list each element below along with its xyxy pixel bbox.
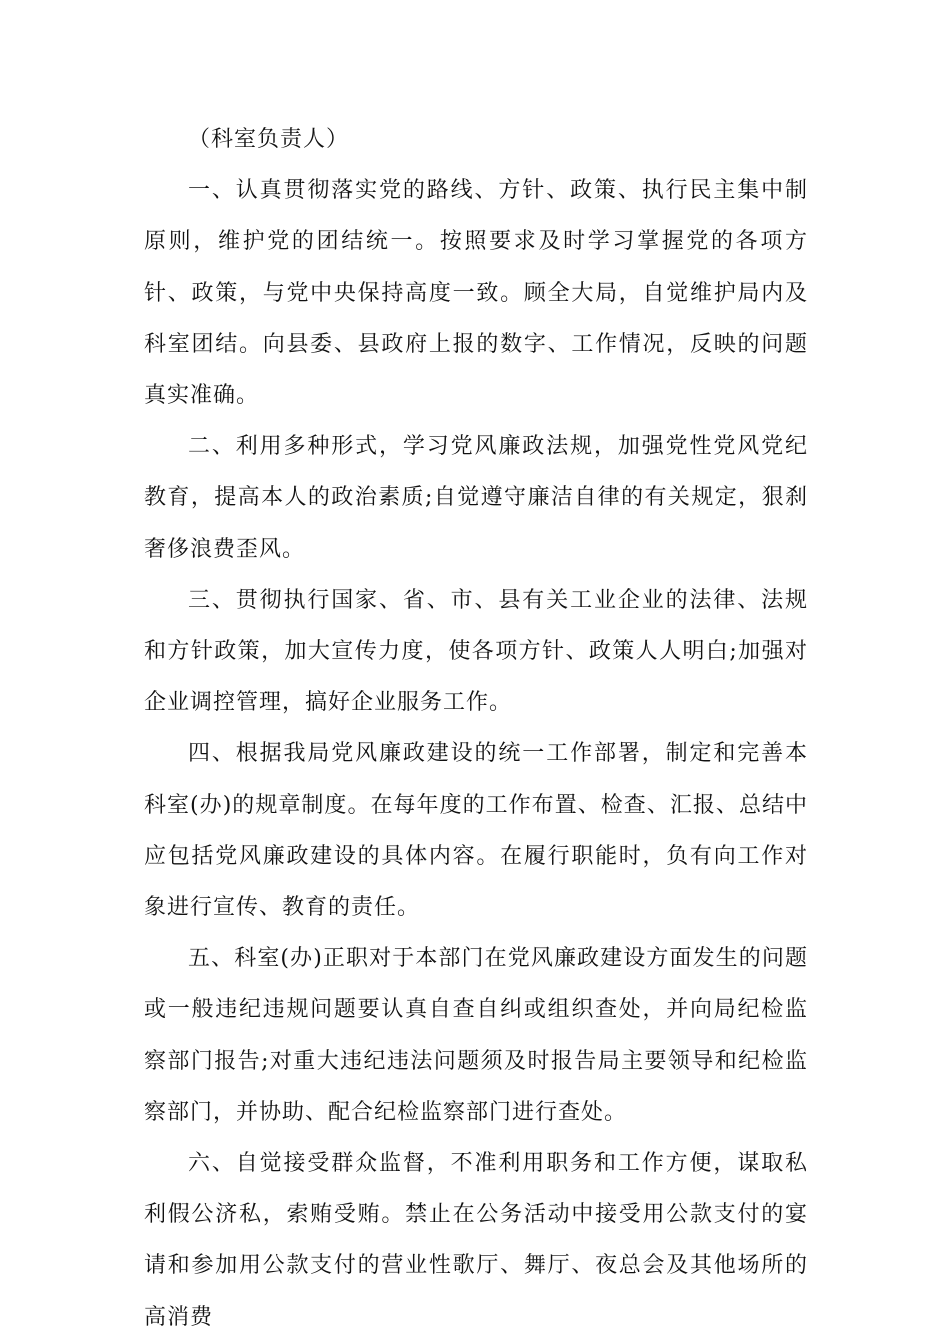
- role-heading: （科室负责人）: [188, 127, 350, 152]
- document-body: [144, 114, 808, 1343]
- paragraph-5: 五、科室(办)正职对于本部门在党风廉政建设方面发生的问题或一般违纪违规问题要认真自查自纠或组织查处，并向局纪检监察部门报告;对重大违纪违法问题须及时报告局主要领导和纪检监察部门，并协助、配合纪检监察部门进行查处。: [144, 946, 808, 1125]
- paragraph-4: 四、根据我局党风廉政建设的统一工作部署，制定和完善本科室(办)的规章制度。在每年度的工作布置、检查、汇报、总结中应包括党风廉政建设的具体内容。在履行职能时，负有向工作对象进行宣传、教育的责任。: [144, 741, 808, 921]
- paragraph-6: 六、自觉接受群众监督，不准利用职务和工作方便，谋取私利假公济私，索贿受贿。禁止在公务活动中接受用公款支付的宴请和参加用公款支付的营业性歌厅、舞厅、夜总会及其他场所的高消费: [144, 1151, 808, 1330]
- paragraph-3: 三、贯彻执行国家、省、市、县有关工业企业的法律、法规和方针政策，加大宣传力度，使各项方针、政策人人明白;加强对企业调控管理，搞好企业服务工作。: [144, 587, 808, 716]
- paragraph-1: 一、认真贯彻落实党的路线、方针、政策、执行民主集中制原则，维护党的团结统一。按照要求及时学习掌握党的各项方针、政策，与党中央保持高度一致。顾全大局，自觉维护局内及科室团结。向县委、县政府上报的数字、工作情况，反映的问题真实准确。: [144, 178, 808, 409]
- paragraph-2: 二、利用多种形式，学习党风廉政法规，加强党性党风党纪教育，提高本人的政治素质;自觉遵守廉洁自律的有关规定，狠刹奢侈浪费歪风。: [144, 434, 808, 562]
